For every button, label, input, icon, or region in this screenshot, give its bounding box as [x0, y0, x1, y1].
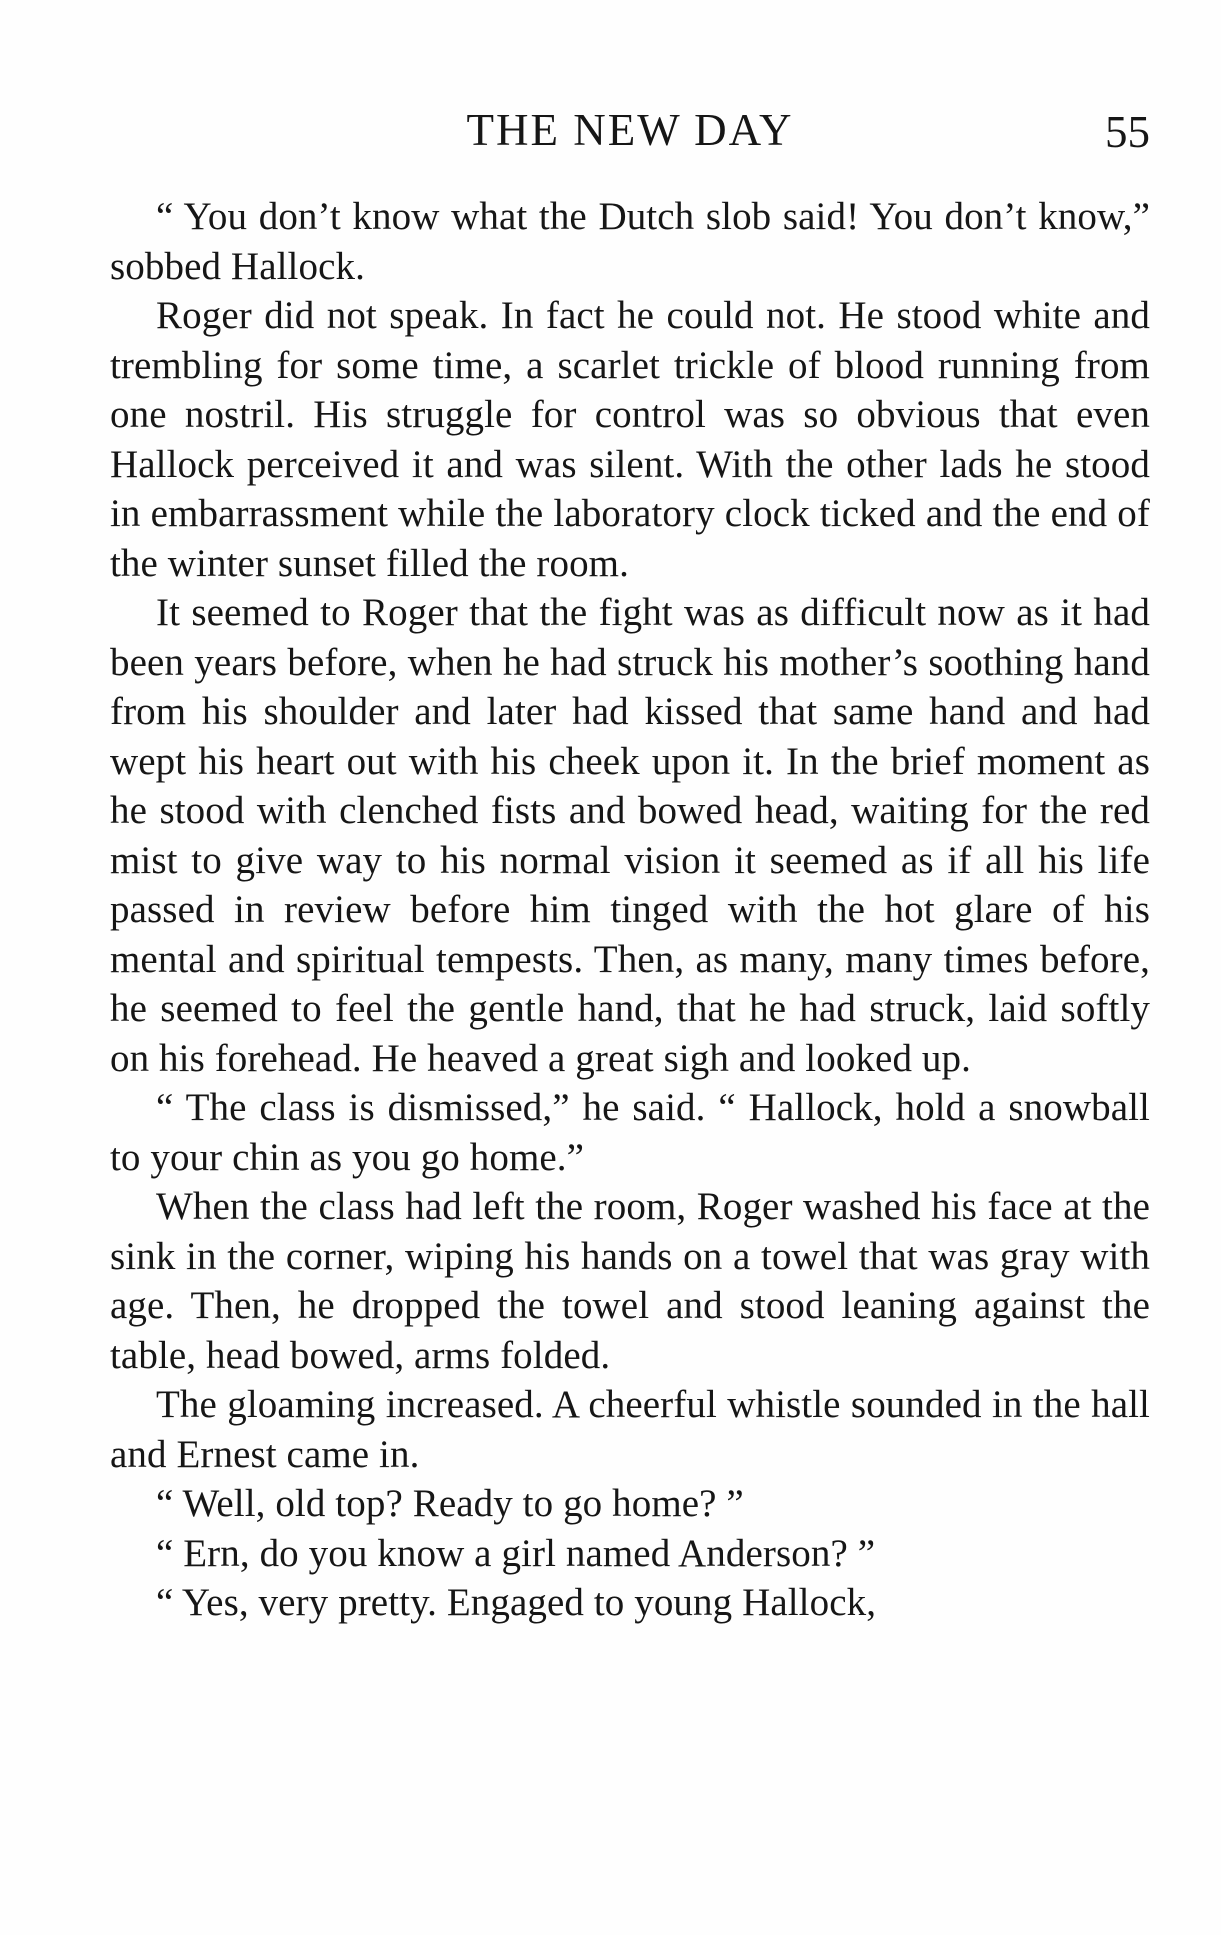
paragraph: “ You don’t know what the Dutch slob said! You don’t know,” sobbed Hallock. [110, 195, 1150, 288]
running-title: THE NEW DAY [466, 105, 794, 155]
paragraph: Roger did not speak. In fact he could not. He stood white and trembling for some time, a scarlet trickle of blood running from one nostril. His struggle for control was so obvious that even Hallock perceived it and was silent. With the other lads he stood in embarrassment while the laboratory clock ticked and the end of the winter sunset filled the room. [110, 294, 1150, 585]
paragraph: “ The class is dismissed,” he said. “ Hallock, hold a snowball to your chin as you go home.” [110, 1086, 1150, 1179]
body-text [110, 192, 1150, 1628]
paragraph: “ Yes, very pretty. Engaged to young Hallock, [156, 1581, 877, 1624]
paragraph: When the class had left the room, Roger washed his face at the sink in the corner, wiping his hands on a towel that was gray with age. Then, he dropped the towel and stood leaning against the table, head bowed, arms folded. [110, 1185, 1150, 1377]
paragraph: “ Well, old top? Ready to go home? ” [156, 1482, 744, 1525]
running-head [110, 100, 1150, 160]
paragraph: The gloaming increased. A cheerful whistle sounded in the hall and Ernest came in. [110, 1383, 1150, 1476]
paragraph: “ Ern, do you know a girl named Anderson? ” [156, 1531, 876, 1575]
page-number: 55 [1105, 107, 1150, 157]
paragraph: It seemed to Roger that the fight was as difficult now as it had been years before, when he had struck his mother’s soothing hand from his shoulder and later had kissed that same hand and had wept his heart out with his cheek upon it. In the brief moment as he stood with clenched fists and bowed head, waiting for the red mist to give way to his normal vision it seemed as if all his life passed in review before him tinged with the hot glare of his mental and spiritual tempests. Then, as many, many times before, he seemed to feel the gentle hand, that he had struck, laid softly on his forehead. He heaved a great sigh and looked up. [110, 591, 1150, 1080]
